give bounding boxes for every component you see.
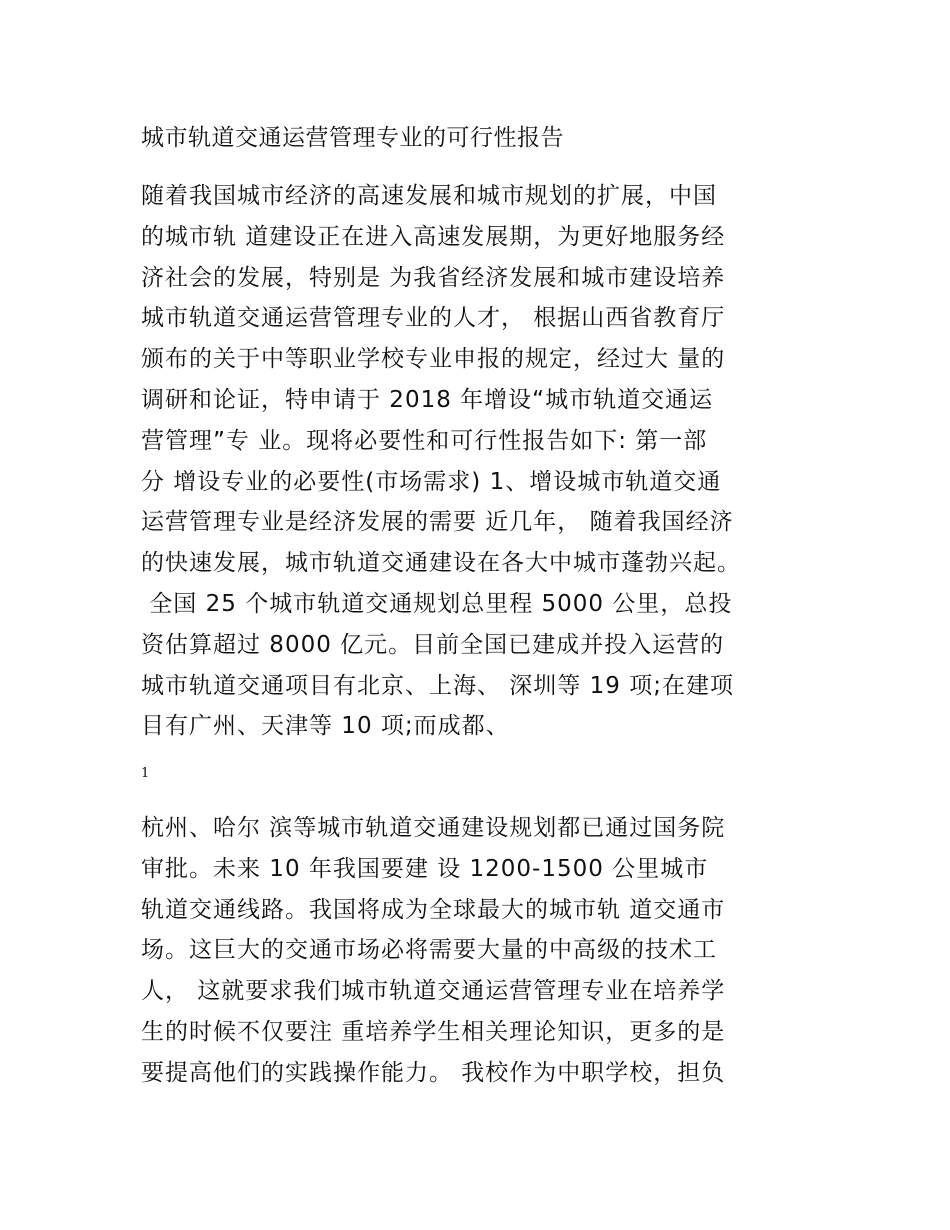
body-line: 调研和论证，特申请于 2018 年增设“城市轨道交通运 <box>141 386 714 413</box>
body-line: 颁布的关于中等职业学校专业申报的规定，经过大 量的 <box>141 346 726 373</box>
body-line: 要提高他们的实践操作能力。 我校作为中职学校，担负 <box>141 1059 726 1086</box>
body-line: 济社会的发展，特别是 为我省经济发展和城市建设培养 <box>141 264 726 291</box>
body-line: 资估算超过 8000 亿元。目前全国已建成并投入运营的 <box>141 631 725 658</box>
body-line: 人， 这就要求我们城市轨道交通运营管理专业在培养学 <box>141 978 726 1005</box>
body-line: 的快速发展，城市轨道交通建设在各大中城市蓬勃兴起。 <box>141 550 741 577</box>
body-line: 场。这巨大的交通市场必将需要大量的中高级的技术工 <box>141 937 717 964</box>
page-number: 1 <box>141 766 150 781</box>
body-text-section-2 <box>141 808 831 1094</box>
document-title: 城市轨道交通运营管理专业的可行性报告 <box>141 125 564 151</box>
body-line: 的城市轨 道建设正在进入高速发展期，为更好地服务经 <box>141 223 726 250</box>
body-line: 城市轨道交通运营管理专业的人才， 根据山西省教育厅 <box>141 305 726 332</box>
body-line: 营管理”专 业。现将必要性和可行性报告如下: 第一部 <box>141 427 708 454</box>
body-line: 审批。未来 10 年我国要建 设 1200-1500 公里城市 <box>141 855 709 882</box>
body-line: 分 增设专业的必要性(市场需求) 1、增设城市轨道交通 <box>141 468 722 495</box>
body-line: 城市轨道交通项目有北京、上海、 深圳等 19 项;在建项 <box>141 672 734 699</box>
body-text-section-1 <box>141 176 831 747</box>
body-line: 生的时候不仅要注 重培养学生相关理论知识，更多的是 <box>141 1018 726 1045</box>
body-line: 轨道交通线路。我国将成为全球最大的城市轨 道交通市 <box>141 896 726 923</box>
body-line: 随着我国城市经济的高速发展和城市规划的扩展，中国 <box>141 183 717 209</box>
body-line: 目有广州、天津等 10 项;而成都、 <box>141 713 510 740</box>
body-line: 全国 25 个城市轨道交通规划总里程 5000 公里，总投 <box>141 590 733 617</box>
body-line: 杭州、哈尔 滨等城市轨道交通建设规划都已通过国务院 <box>141 815 726 841</box>
body-line: 运营管理专业是经济发展的需要 近几年， 随着我国经济 <box>141 509 734 536</box>
